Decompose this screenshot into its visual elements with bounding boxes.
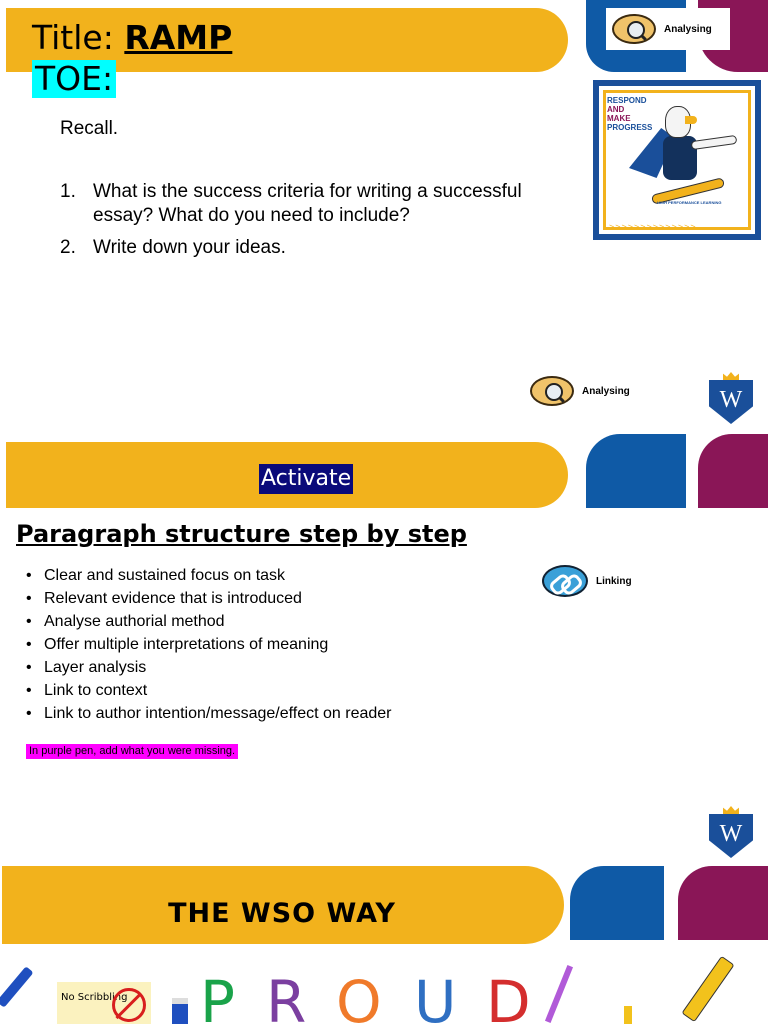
purple-pencil-icon — [545, 965, 573, 1023]
linking-label: Linking — [596, 575, 632, 587]
slide-ramp — [0, 0, 768, 432]
linking-chain-icon — [542, 565, 588, 597]
no-scribbling-sign: No Scribbling — [57, 982, 151, 1024]
question-item — [60, 236, 560, 260]
badge-line: MAKE — [607, 114, 631, 123]
eagle-beak — [685, 116, 697, 124]
analysing-label: Analysing — [664, 23, 712, 35]
crest-crown-icon — [723, 372, 739, 380]
proud-letter-u: U — [414, 968, 457, 1024]
purple-pen-note: In purple pen, add what you were missing. — [26, 744, 238, 759]
analysing-label: Analysing — [582, 385, 630, 397]
badge-words — [607, 96, 652, 132]
toe-label: TOE: — [32, 60, 116, 98]
criteria-item: • Clear and sustained focus on task — [26, 564, 391, 587]
blue-corner-tile — [570, 866, 664, 940]
badge-chevrons: >>>>>>>>>>>>>> — [609, 222, 697, 232]
badge-line: RESPOND — [607, 96, 647, 105]
purple-corner-tile — [678, 866, 768, 940]
question-text: Write down your ideas. — [93, 237, 286, 258]
glue-stick-icon — [172, 998, 188, 1024]
crest-letter: W — [719, 387, 743, 413]
proud-letter-r: R — [266, 968, 307, 1024]
criteria-item: • Link to author intention/message/effect on reader — [26, 702, 391, 725]
analysing-card-bottom — [524, 368, 648, 414]
criteria-item: • Analyse authorial method — [26, 610, 391, 633]
proud-letter-d: D — [486, 968, 531, 1024]
question-number: 2. — [60, 237, 76, 258]
pencil-mascot-icon — [681, 956, 734, 1023]
badge-side-text: PROGRESS — [727, 180, 748, 221]
criteria-item: • Relevant evidence that is introduced — [26, 587, 391, 610]
proud-letter-p: P — [200, 968, 235, 1024]
question-item — [60, 180, 560, 228]
analysing-card-top — [606, 8, 730, 50]
highlighter-icon — [624, 1006, 632, 1024]
badge-line: AND — [607, 105, 625, 114]
no-entry-icon — [112, 988, 146, 1022]
slide-activate — [0, 432, 768, 864]
respond-progress-badge — [593, 80, 761, 240]
wso-way-heading: THE WSO WAY — [168, 898, 396, 929]
criteria-item: • Layer analysis — [26, 656, 391, 679]
crest-letter: W — [719, 821, 743, 847]
linking-card — [536, 558, 646, 604]
purple-corner-tile — [698, 434, 768, 508]
criteria-item: • Link to context — [26, 679, 391, 702]
question-list — [60, 180, 560, 268]
question-number: 1. — [60, 181, 76, 202]
proud-letter-o: O — [336, 968, 382, 1024]
school-crest-icon — [709, 806, 753, 858]
blue-corner-tile — [586, 434, 686, 508]
criteria-list — [26, 564, 391, 725]
slide-wso-way — [0, 864, 768, 1024]
recall-label: Recall. — [60, 118, 119, 139]
title-value: RAMP — [124, 18, 233, 57]
board-text: HIGH PERFORMANCE LEARNING — [657, 200, 722, 205]
analysing-brain-icon — [612, 14, 656, 44]
slide-title — [32, 20, 232, 56]
school-crest-icon — [709, 372, 753, 424]
analysing-brain-icon — [530, 376, 574, 406]
badge-line: PROGRESS — [607, 123, 653, 132]
title-prefix: Title: — [32, 18, 114, 57]
activate-label: Activate — [259, 464, 353, 494]
blue-pen-icon — [0, 966, 34, 1008]
paragraph-heading: Paragraph structure step by step — [16, 520, 467, 548]
question-text: What is the success criteria for writing a successful essay? What do you need to include? — [93, 181, 522, 226]
criteria-item: • Offer multiple interpretations of meaning — [26, 633, 391, 656]
crest-crown-icon — [723, 806, 739, 814]
